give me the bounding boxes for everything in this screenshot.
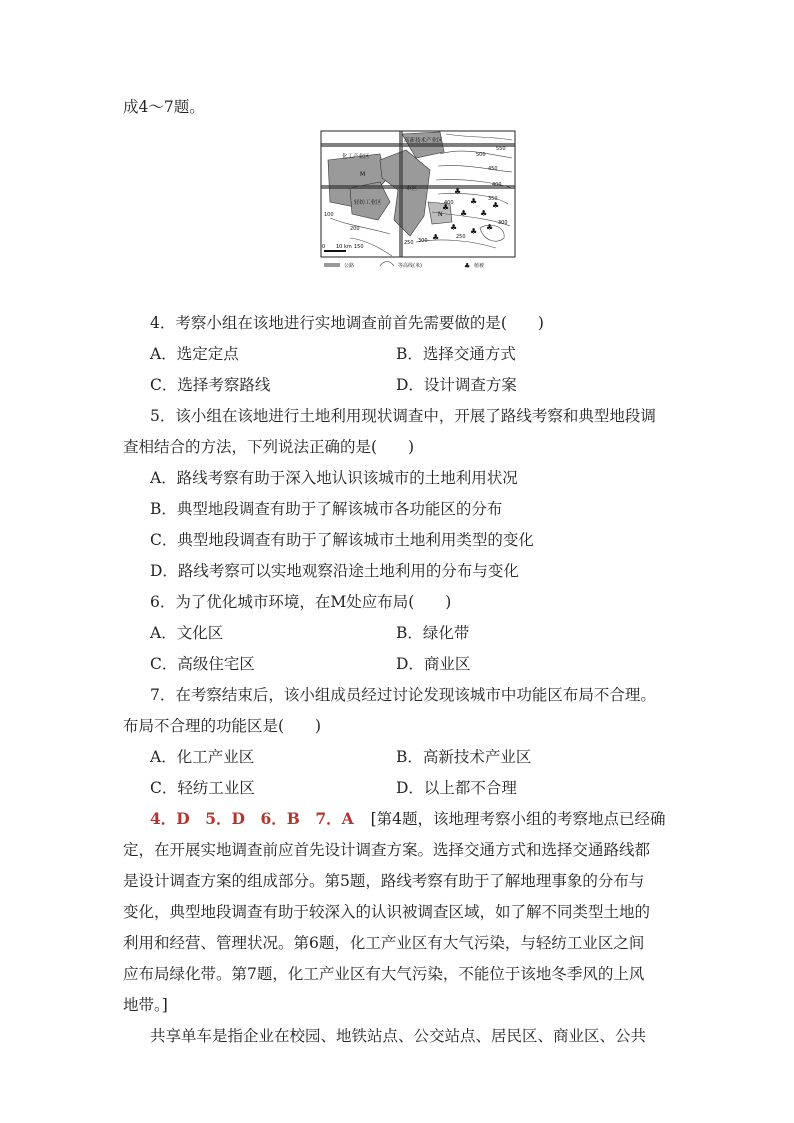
q4-option-b: B．选择交通方式 [396,345,516,363]
svg-text:♣: ♣ [492,201,500,210]
svg-text:0: 0 [322,244,326,250]
q6-option-a: A．文化区 [150,624,224,642]
svg-text:♣: ♣ [432,233,440,242]
q6-option-c: C．高级住宅区 [150,655,255,673]
answer-line4: 变化，典型地段调查有助于较深入的认识被调查区域，如了解不同类型土地的 [123,903,651,921]
q5-option-d: D．路线考察可以实地观察沿途土地利用的分布与变化 [150,562,519,580]
q7-option-c: C．轻纺工业区 [150,779,255,797]
svg-text:400: 400 [444,200,454,206]
answer-line1 [150,809,666,829]
answer-line2: 定，在开展实地调查前应首先设计调查方案。选择交通方式和选择交通路线都 [123,841,651,859]
svg-text:150: 150 [354,244,364,250]
q7-stem-line1: 7．在考察结束后，该小组成员经过讨论发现该城市中功能区布局不合理。 [150,686,656,704]
svg-text:公路: 公路 [344,263,355,269]
svg-text:200: 200 [350,226,360,232]
q7-stem-line2: 布局不合理的功能区是( ) [123,717,322,735]
map-label-chem: 化工产业区 [342,154,370,160]
q6-option-b: B．绿化带 [396,624,470,642]
svg-text:300: 300 [418,238,428,244]
q5-option-c: C．典型地段调查有助于了解该城市土地利用类型的变化 [150,531,534,549]
answer-explanation-start: [第4题，该地理考察小组的考察地点已经确 [370,810,666,828]
q5-stem-line1: 5．该小组在该地进行土地利用现状调查中，开展了路线考察和典型地段调 [150,407,656,425]
contour-map-figure [320,130,516,272]
svg-text:♣: ♣ [464,262,471,270]
svg-text:400: 400 [492,182,502,188]
svg-text:550: 550 [496,146,506,152]
svg-text:250: 250 [404,240,414,246]
svg-text:♣: ♣ [470,227,478,236]
answer-line5: 利用和经营、管理状况。第6题，化工产业区有大气污染，与轻纺工业区之间 [123,934,645,952]
q4-option-a: A．选定定点 [150,345,239,363]
map-label-hitech: 高新技术产业区 [404,138,443,144]
answer-line3: 是设计调查方案的组成部分。第5题，路线考察有助于了解地理事象的分布与 [123,872,645,890]
svg-text:♣: ♣ [480,209,488,218]
answer-line6: 应布局绿化带。第7题，化工产业区有大气污染，不能位于该地冬季风的上风 [123,965,645,983]
svg-text:等高线(米): 等高线(米) [398,263,422,269]
answer-line7: 地带。] [123,996,168,1014]
svg-text:300: 300 [498,220,508,226]
intro-text: 成4～7题。 [123,98,205,116]
map-label-city: 市区 [406,186,418,192]
map-label-light: 轻纺工业区 [354,200,382,206]
svg-text:250: 250 [456,234,466,240]
q4-stem: 4．考察小组在该地进行实地调查前首先需要做的是( ) [150,314,544,332]
q7-option-b: B．高新技术产业区 [396,748,532,766]
q4-option-c: C．选择考察路线 [150,376,271,394]
q7-option-d: D．以上都不合理 [396,779,517,797]
svg-text:100: 100 [324,212,334,218]
q6-option-d: D．商业区 [396,655,471,673]
q7-option-a: A．化工产业区 [150,748,255,766]
svg-text:10 km: 10 km [336,244,352,250]
q4-option-d: D．设计调查方案 [396,376,517,394]
answer-keys: 4．D 5．D 6．B 7．A [150,809,354,828]
q5-option-b: B．典型地段调查有助于了解该城市各功能区的分布 [150,500,503,518]
svg-text:500: 500 [476,152,486,158]
q5-option-a: A．路线考察有助于深入地认识该城市的土地利用状况 [150,469,518,487]
svg-text:350: 350 [488,196,498,202]
q5-stem-line2: 查相结合的方法，下列说法正确的是( ) [123,438,415,456]
svg-text:♣: ♣ [442,203,450,212]
next-passage-text: 共享单车是指企业在校园、地铁站点、公交站点、居民区、商业区、公共 [150,1027,647,1045]
q6-stem: 6．为了优化城市环境，在M处应布局( ) [150,593,452,611]
svg-text:450: 450 [488,166,498,172]
map-label-n: N [438,211,443,218]
svg-text:♣: ♣ [450,223,458,232]
svg-text:♣: ♣ [454,187,462,196]
svg-text:♣: ♣ [470,197,478,206]
svg-text:♣: ♣ [460,209,468,218]
svg-text:♣: ♣ [486,223,494,232]
map-label-m: M [360,171,366,178]
svg-text:植被: 植被 [474,263,485,269]
map-legend [324,262,484,271]
